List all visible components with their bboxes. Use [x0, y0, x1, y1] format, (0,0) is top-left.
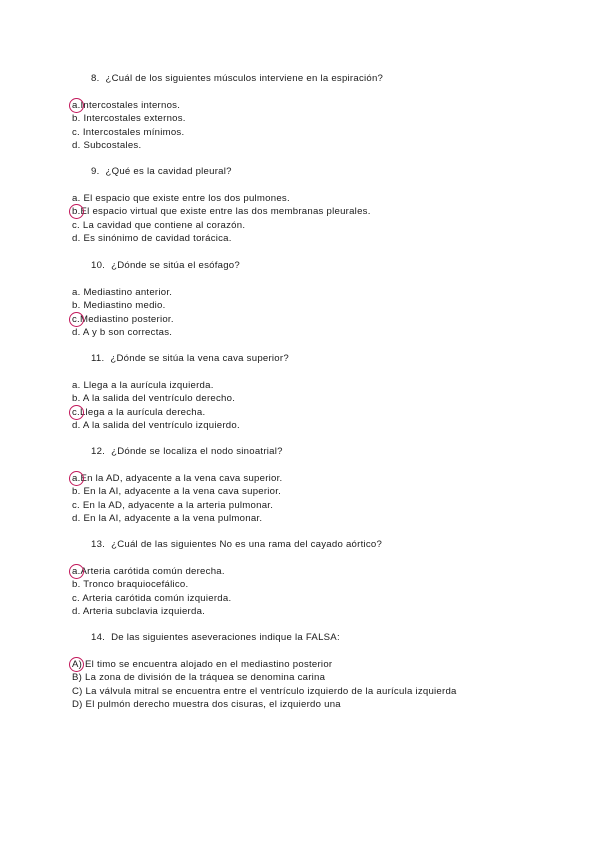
- option-b[interactable]: [72, 671, 457, 684]
- option-text: La válvula mitral se encuentra entre el ventrículo izquierdo de la aurícula izquierda: [85, 685, 457, 697]
- question-prompt: ¿Cuál de los siguientes músculos interviene en la espiración?: [105, 73, 384, 84]
- option-text: El espacio virtual que existe entre las dos membranas pleurales.: [80, 206, 371, 218]
- question-text: [91, 73, 383, 85]
- option-letter: a.: [72, 100, 81, 111]
- question-number: 12.: [91, 446, 106, 457]
- option-text: Intercostales externos.: [83, 113, 186, 125]
- option-text: Llega a la aurícula derecha.: [79, 406, 206, 418]
- option-letter: b.: [72, 393, 81, 405]
- option-letter: d.: [72, 140, 81, 152]
- option-letter: b.: [72, 486, 81, 498]
- option-b[interactable]: [72, 392, 240, 405]
- option-letter: c.: [72, 406, 80, 418]
- option-a[interactable]: [72, 99, 186, 112]
- options-list: [72, 379, 240, 433]
- option-c[interactable]: [72, 126, 186, 139]
- option-text: Intercostales internos.: [80, 100, 181, 111]
- option-letter: C): [72, 685, 83, 697]
- option-letter: D): [72, 699, 83, 711]
- question-text: [91, 539, 382, 551]
- option-d[interactable]: [72, 605, 231, 618]
- option-letter: a.: [72, 566, 81, 577]
- question-text: [91, 632, 340, 644]
- option-text: Arteria carótida común derecha.: [80, 566, 225, 577]
- options-list: [72, 565, 231, 619]
- option-text: A la salida del ventrículo derecho.: [82, 393, 236, 405]
- options-list: [72, 472, 282, 526]
- option-text: Intercostales mínimos.: [82, 126, 185, 138]
- option-text: Es sinónimo de cavidad torácica.: [83, 233, 232, 245]
- option-letter: d.: [72, 606, 81, 618]
- option-d[interactable]: [72, 419, 240, 432]
- option-text: Llega a la aurícula izquierda.: [83, 380, 214, 391]
- option-text: En la AD, adyacente a la arteria pulmonar.: [82, 499, 274, 511]
- option-text: En la AD, adyacente a la vena cava superior.: [80, 473, 283, 484]
- option-text: En la AI, adyacente a la vena cava superior.: [83, 486, 282, 498]
- option-letter: d.: [72, 233, 81, 245]
- options-list: [72, 286, 174, 340]
- option-text: El espacio que existe entre los dos pulmones.: [83, 193, 290, 204]
- option-a[interactable]: [72, 658, 457, 671]
- option-letter: a.: [72, 193, 81, 204]
- option-letter: a.: [72, 473, 81, 484]
- option-letter: b.: [72, 113, 81, 125]
- option-text: El timo se encuentra alojado en el mediastino posterior: [85, 659, 333, 670]
- option-text: En la AI, adyacente a la vena pulmonar.: [83, 513, 263, 525]
- question-number: 10.: [91, 260, 106, 271]
- option-c[interactable]: [72, 219, 371, 232]
- option-letter: d.: [72, 327, 81, 339]
- option-letter: c.: [72, 499, 80, 511]
- question-prompt: ¿Dónde se sitúa el esófago?: [111, 260, 240, 271]
- option-text: A y b son correctas.: [82, 327, 173, 339]
- option-d[interactable]: [72, 326, 174, 339]
- option-b[interactable]: [72, 112, 186, 125]
- question-number: 11.: [91, 353, 105, 364]
- options-list: [72, 192, 371, 246]
- options-list: [72, 658, 457, 712]
- option-b[interactable]: [72, 485, 282, 498]
- question-prompt: ¿Dónde se sitúa la vena cava superior?: [110, 353, 289, 364]
- option-a[interactable]: [72, 192, 371, 205]
- question-text: [91, 260, 240, 272]
- option-b[interactable]: [72, 578, 231, 591]
- option-a[interactable]: [72, 472, 282, 485]
- option-a[interactable]: [72, 379, 240, 392]
- option-c[interactable]: [72, 313, 174, 326]
- option-letter: b.: [72, 579, 81, 591]
- option-c[interactable]: [72, 406, 240, 419]
- option-letter: c.: [72, 313, 80, 325]
- option-letter: B): [72, 672, 83, 684]
- option-letter: a.: [72, 287, 81, 298]
- option-text: A la salida del ventrículo izquierdo.: [82, 420, 240, 432]
- option-c[interactable]: [72, 499, 282, 512]
- question-text: [91, 166, 232, 178]
- option-b[interactable]: [72, 299, 174, 312]
- question-prompt: ¿Qué es la cavidad pleural?: [105, 166, 232, 177]
- option-letter: A): [72, 659, 83, 670]
- option-d[interactable]: [72, 139, 186, 152]
- question-number: 8.: [91, 73, 100, 84]
- question-text: [91, 353, 289, 365]
- option-letter: b.: [72, 300, 81, 312]
- question-number: 9.: [91, 166, 100, 177]
- option-text: Tronco braquiocefálico.: [83, 579, 189, 591]
- options-list: [72, 99, 186, 153]
- question-prompt: ¿Cuál de las siguientes No es una rama del cayado aórtico?: [111, 539, 383, 550]
- option-letter: c.: [72, 126, 80, 138]
- question-number: 14.: [91, 632, 106, 643]
- option-letter: c.: [72, 592, 80, 604]
- option-text: La cavidad que contiene al corazón.: [82, 219, 246, 231]
- option-text: Subcostales.: [83, 140, 142, 152]
- option-a[interactable]: [72, 286, 174, 299]
- question-prompt: ¿Dónde se localiza el nodo sinoatrial?: [111, 446, 283, 457]
- option-letter: b.: [72, 206, 81, 218]
- option-text: Mediastino medio.: [83, 300, 166, 312]
- option-letter: a.: [72, 380, 81, 391]
- question-prompt: De las siguientes aseveraciones indique la FALSA:: [111, 632, 340, 643]
- option-letter: c.: [72, 219, 80, 231]
- option-a[interactable]: [72, 565, 231, 578]
- option-letter: d.: [72, 513, 81, 525]
- option-text: Mediastino anterior.: [83, 287, 173, 298]
- option-d[interactable]: [72, 698, 457, 711]
- option-c[interactable]: [72, 685, 457, 698]
- option-d[interactable]: [72, 232, 371, 245]
- option-letter: d.: [72, 420, 81, 432]
- option-text: La zona de división de la tráquea se denomina carina: [85, 672, 326, 684]
- question-text: [91, 446, 283, 458]
- option-text: El pulmón derecho muestra dos cisuras, el izquierdo una: [85, 699, 341, 711]
- question-number: 13.: [91, 539, 106, 550]
- option-b[interactable]: [72, 205, 371, 218]
- option-c[interactable]: [72, 592, 231, 605]
- option-text: Mediastino posterior.: [79, 313, 174, 325]
- option-d[interactable]: [72, 512, 282, 525]
- option-text: Arteria subclavia izquierda.: [82, 606, 206, 618]
- option-text: Arteria carótida común izquierda.: [82, 592, 232, 604]
